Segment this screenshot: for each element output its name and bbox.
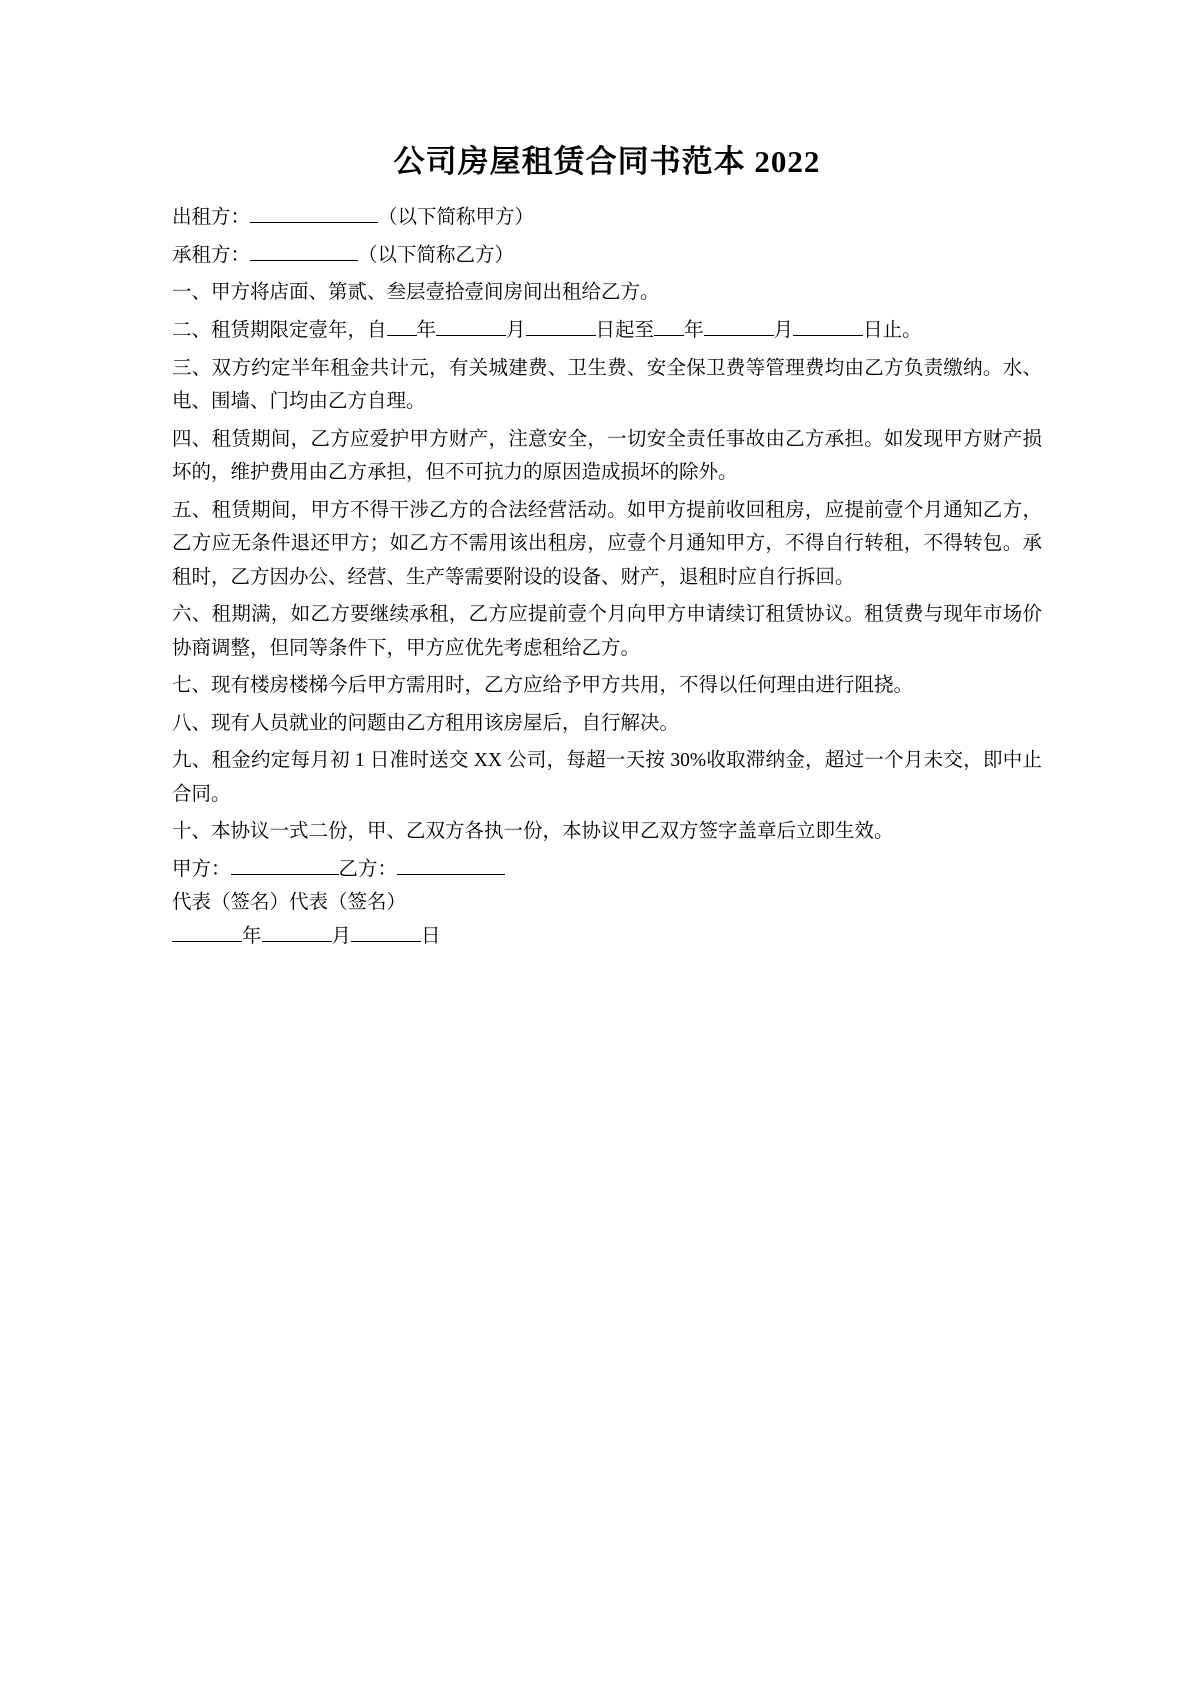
clause-2-part-7: 日止。 (863, 319, 922, 341)
lessee-label: 承租方： (172, 244, 251, 266)
representative-line: 代表（签名）代表（签名） (172, 892, 407, 914)
clause-2-part-1: 二、租赁期限定壹年，自 (172, 319, 387, 341)
date-day-input[interactable] (351, 941, 421, 942)
clause-2-part-3: 月 (506, 319, 526, 341)
clause-2-part-5: 年 (684, 319, 704, 341)
clause-3: 三、双方约定半年租金共计元，有关城建费、卫生费、安全保卫费等管理费均由乙方负责缴纳。水、电、围墙、门均由乙方自理。 (172, 357, 1042, 413)
clause-9: 九、租金约定每月初 1 日准时送交 XX 公司，每超一天按 30%收取滞纳金，超过一个月未交，即中止合同。 (172, 750, 1042, 805)
end-year-input[interactable] (654, 335, 684, 336)
clause-6: 六、租期满，如乙方要继续承租，乙方应提前壹个月向甲方申请续订租赁协议。租赁费与现年市场价协商调整，但同等条件下，甲方应优先考虑租给乙方。 (172, 604, 1042, 659)
end-month-input[interactable] (704, 335, 774, 336)
start-year-input[interactable] (387, 335, 417, 336)
lessor-input[interactable] (250, 222, 378, 223)
clause-4: 四、租赁期间，乙方应爱护甲方财产，注意安全，一切安全责任事故由乙方承担。如发现甲方财产损坏的，维护费用由乙方承担，但不可抗力的原因造成损坏的除外。 (172, 428, 1042, 484)
clause-2 (172, 314, 1042, 348)
party-b-label: 乙方： (338, 858, 398, 880)
lessor-label: 出租方： (172, 207, 251, 229)
clause-1: 一、甲方将店面、第贰、叁层壹拾壹间房间出租给乙方。 (172, 282, 660, 304)
lessee-input[interactable] (250, 260, 358, 261)
start-month-input[interactable] (436, 335, 506, 336)
clause-10: 十、本协议一式二份，甲、乙双方各执一份，本协议甲乙双方签字盖章后立即生效。 (172, 821, 894, 843)
clause-7: 七、现有楼房楼梯今后甲方需用时，乙方应给予甲方共用，不得以任何理由进行阻挠。 (172, 675, 914, 697)
lessor-note: （以下简称甲方） (378, 207, 535, 229)
party-b-signature-input[interactable] (397, 874, 505, 875)
lessee-line (172, 239, 1042, 273)
clause-2-part-2: 年 (416, 319, 437, 341)
clause-5: 五、租赁期间，甲方不得干涉乙方的合法经营活动。如甲方提前收回租房，应提前壹个月通知乙方，乙方应无条件退还甲方；如乙方不需用该出租房，应壹个月通知甲方，不得自行转租，不得转包。承租时，乙方因办公、经营、生产等需要附设的设备、财产，退租时应自行拆回。 (172, 499, 1042, 588)
clause-2-part-4: 日起至 (595, 319, 655, 341)
date-year-label: 年 (242, 926, 262, 948)
party-a-signature-input[interactable] (231, 874, 339, 875)
clause-2-part-6: 月 (773, 319, 794, 341)
page-title: 公司房屋租赁合同书范本 2022 (393, 144, 821, 179)
party-a-label: 甲方： (172, 858, 231, 880)
date-year-input[interactable] (172, 941, 242, 942)
date-month-input[interactable] (262, 941, 332, 942)
lessor-line (172, 201, 1042, 235)
signature-parties-line (172, 853, 1042, 887)
date-month-label: 月 (331, 926, 352, 948)
date-day-label: 日 (421, 926, 441, 948)
end-day-input[interactable] (793, 335, 863, 336)
lessee-note: （以下简称乙方） (358, 244, 515, 266)
signature-date-line (172, 920, 1042, 954)
clause-8: 八、现有人员就业的问题由乙方租用该房屋后，自行解决。 (172, 712, 680, 734)
start-day-input[interactable] (526, 335, 596, 336)
